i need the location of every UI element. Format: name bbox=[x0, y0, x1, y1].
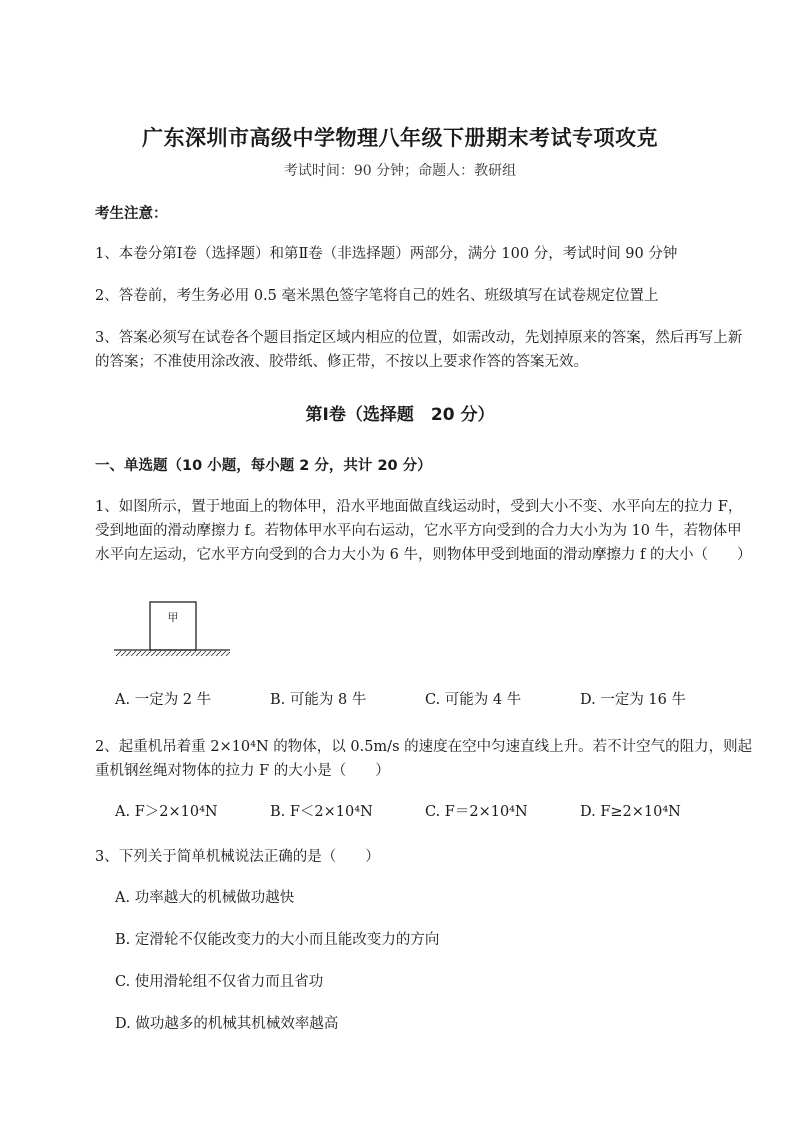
option-c[interactable]: C. 使用滑轮组不仅省力而且省功 bbox=[115, 974, 324, 990]
option-c[interactable]: C. 可能为 4 牛 bbox=[425, 692, 522, 708]
question-2-options bbox=[115, 800, 755, 821]
option-a[interactable]: A. 功率越大的机械做功越快 bbox=[115, 890, 295, 906]
option-b[interactable]: B. 可能为 8 牛 bbox=[270, 692, 367, 708]
option-b[interactable]: B. F＜2×10⁴N bbox=[270, 804, 373, 820]
page-title: 广东深圳市高级中学物理八年级下册期末考试专项攻克 bbox=[142, 126, 658, 150]
option-d[interactable]: D. 做功越多的机械其机械效率越高 bbox=[115, 1016, 339, 1032]
question-1: 1、如图所示，置于地面上的物体甲，沿水平地面做直线运动时，受到大小不变、水平向左的拉力 F，受到地面的滑动摩擦力 f。若物体甲水平向右运动，它水平方向受到的合力大小为为 10 牛，若物体甲水平向左运动，它水平方向受到的合力大小为 6 牛，则物体甲受到地面的滑动摩擦力 f 的大小（ ） bbox=[95, 499, 752, 563]
question-2: 2、起重机吊着重 2×10⁴N 的物体，以 0.5m/s 的速度在空中匀速直线上升。若不计空气的阻力，则起重机钢丝绳对物体的拉力 F 的大小是（ ） bbox=[95, 739, 753, 779]
option-c[interactable]: C. F＝2×10⁴N bbox=[425, 804, 528, 820]
ground-hatching bbox=[116, 651, 230, 656]
note-item: 3、答案必须写在试卷各个题目指定区域内相应的位置，如需改动，先划掉原来的答案，然后再写上新的答案；不准使用涂改液、胶带纸、修正带，不按以上要求作答的答案无效。 bbox=[95, 330, 743, 370]
section-title: 第Ⅰ卷（选择题 20 分） bbox=[305, 405, 495, 425]
option-a[interactable]: A. 一定为 2 牛 bbox=[115, 692, 212, 708]
option-d[interactable]: D. F≥2×10⁴N bbox=[580, 804, 681, 820]
block-jia bbox=[150, 602, 196, 650]
block-label: 甲 bbox=[167, 611, 179, 624]
note-item: 2、答卷前，考生务必用 0.5 毫米黑色签字笔将自己的姓名、班级填写在试卷规定位置上 bbox=[95, 288, 659, 304]
exam-meta: 考试时间：90 分钟；命题人：教研组 bbox=[283, 163, 517, 179]
part-title: 一、单选题（10 小题，每小题 2 分，共计 20 分） bbox=[95, 458, 432, 474]
option-b[interactable]: B. 定滑轮不仅能改变力的大小而且能改变力的方向 bbox=[115, 932, 440, 948]
note-item: 1、本卷分第Ⅰ卷（选择题）和第Ⅱ卷（非选择题）两部分，满分 100 分，考试时间 90 分钟 bbox=[95, 246, 678, 262]
block-on-ground-figure bbox=[112, 595, 234, 659]
option-a[interactable]: A. F＞2×10⁴N bbox=[115, 804, 218, 820]
question-3: 3、下列关于简单机械说法正确的是（ ） bbox=[95, 849, 380, 865]
notes-heading: 考生注意： bbox=[95, 206, 168, 222]
option-d[interactable]: D. 一定为 16 牛 bbox=[580, 692, 686, 708]
question-1-options bbox=[115, 688, 755, 709]
